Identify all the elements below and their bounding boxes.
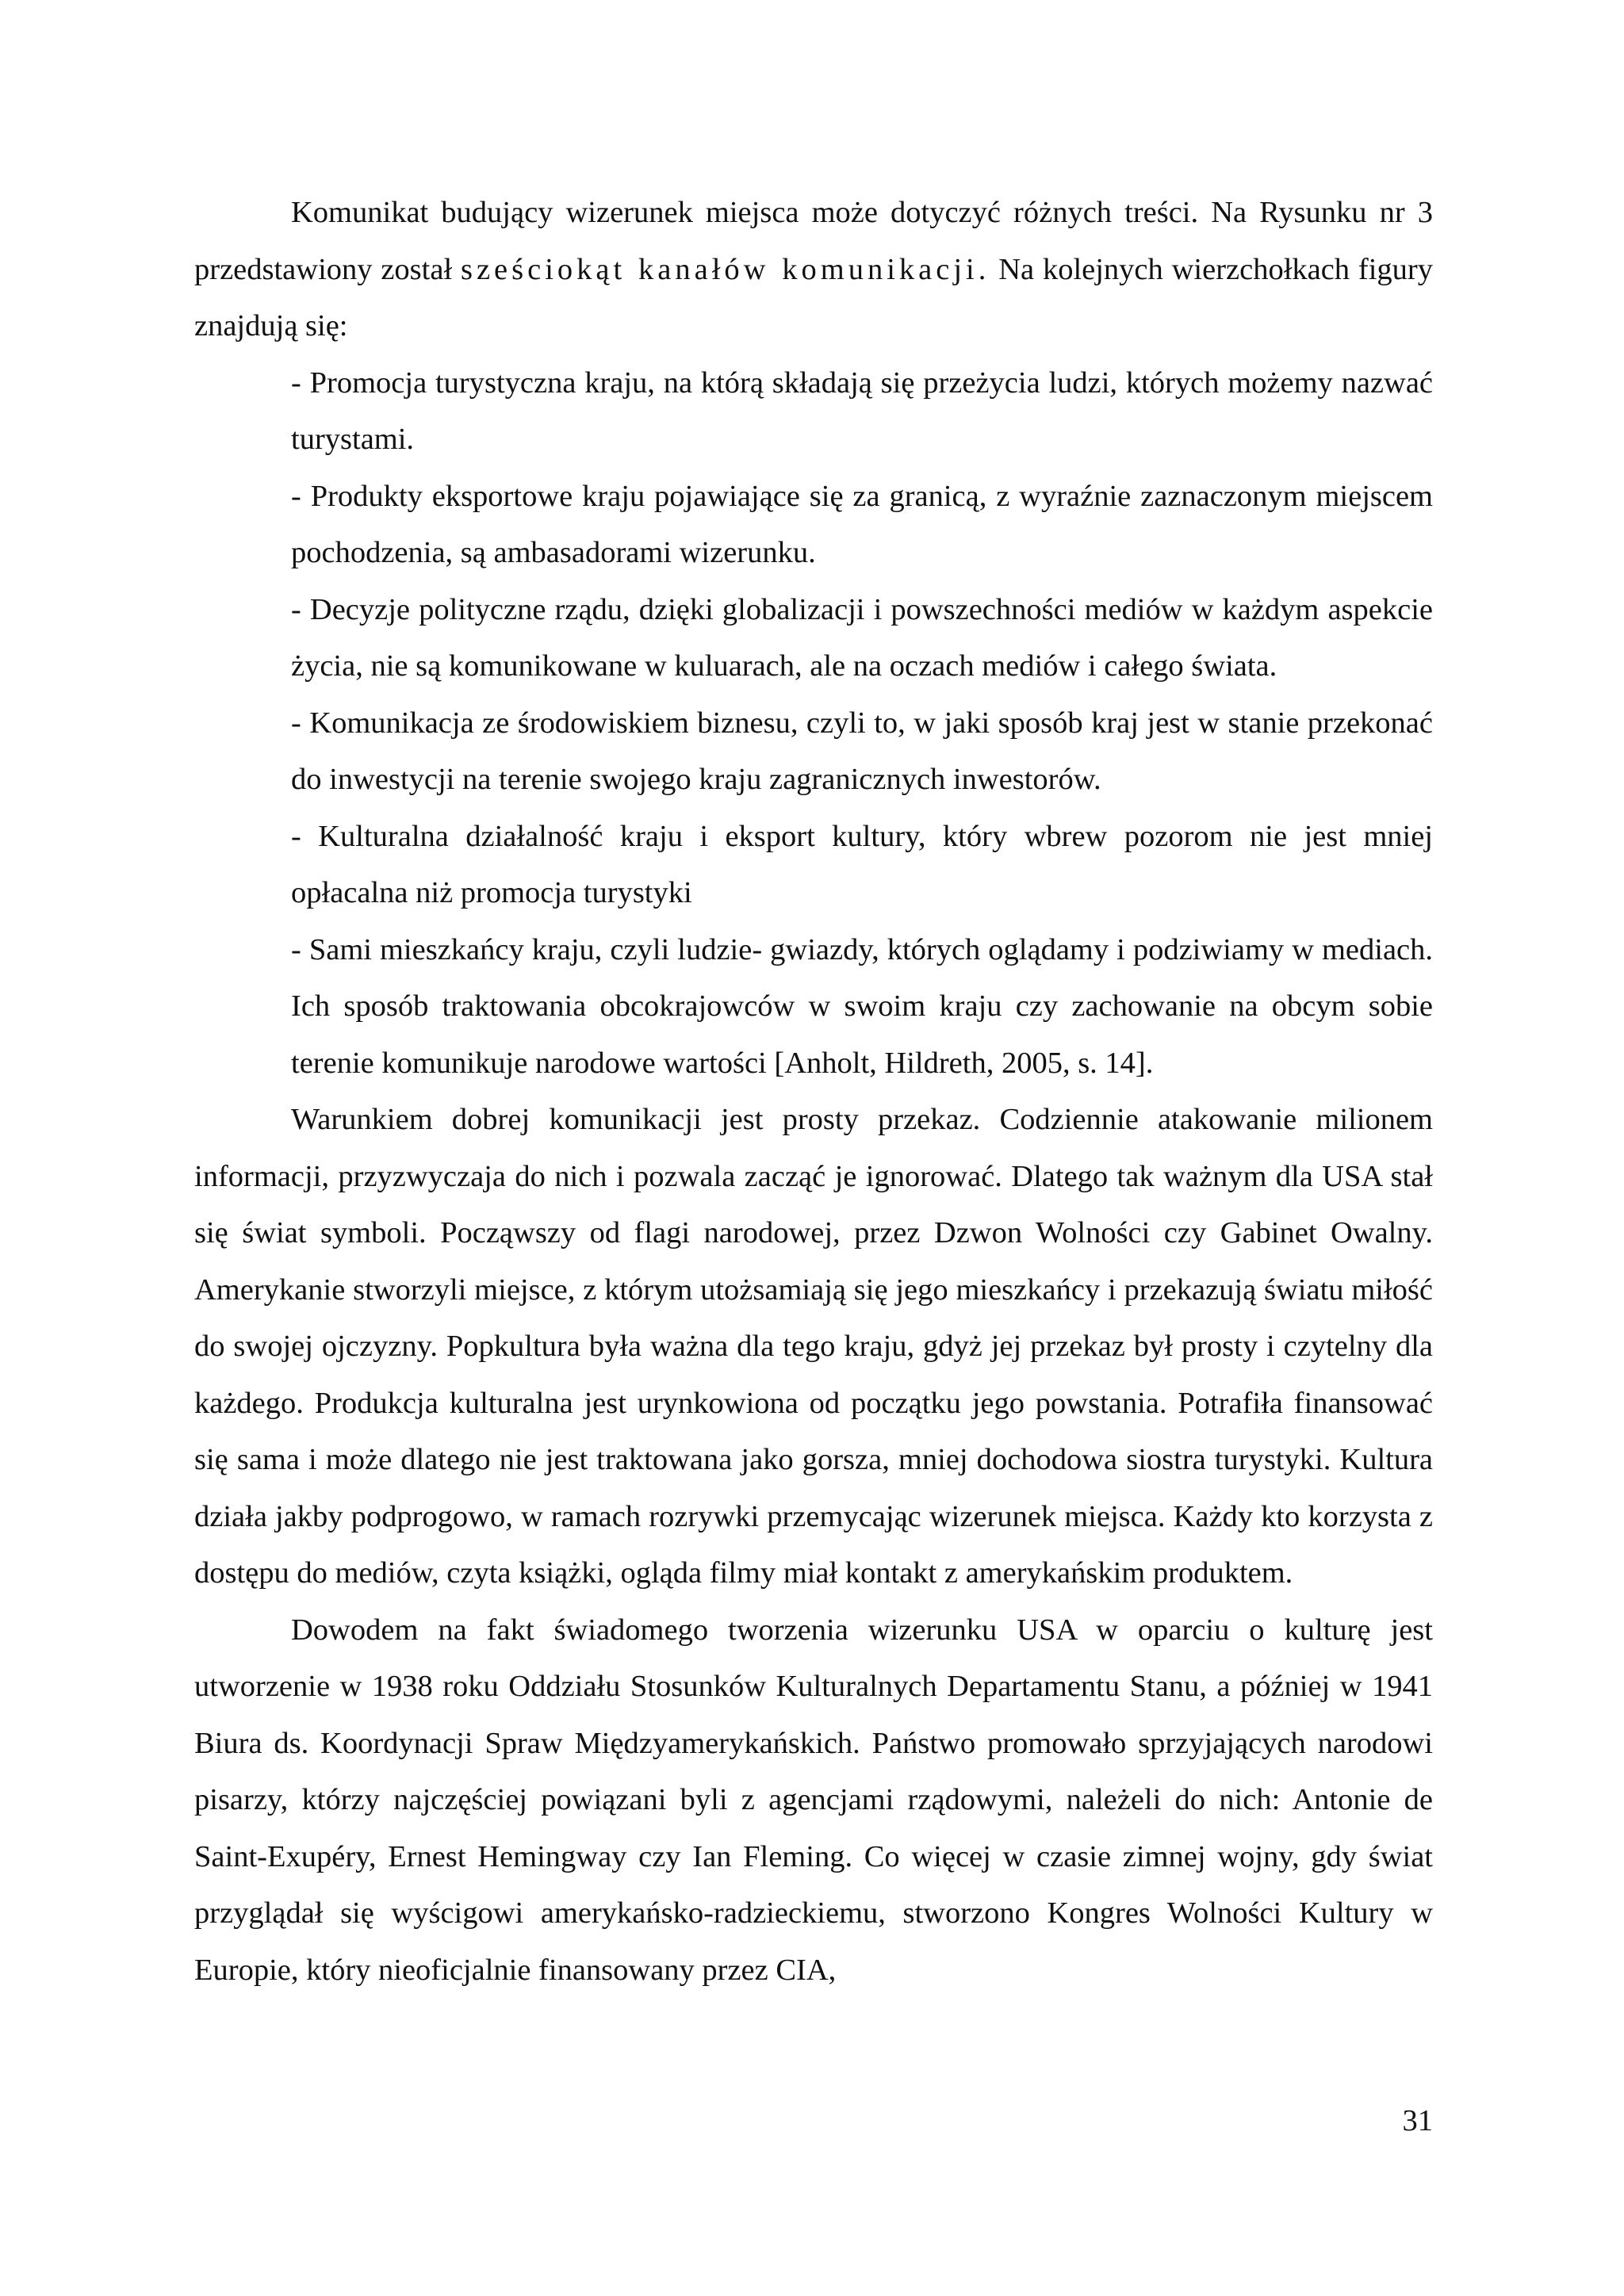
page-body [194,185,1433,1999]
list-item: - Komunikacja ze środowiskiem biznesu, czyli to, w jaki sposób kraj jest w stanie przekonać do inwestycji na terenie swojego kraju zagranicznych inwestorów. [291,706,1433,796]
list-item: - Sami mieszkańcy kraju, czyli ludzie- gwiazdy, których oglądamy i podziwiamy w mediach. Ich sposób traktowania obcokrajowców w swoim kraju czy zachowanie na obcym sobie terenie komunikuje narodowe wartości [Anholt, Hildreth, 2005, s. 14]. [291,932,1433,1080]
list-item: - Produkty eksportowe kraju pojawiające się za granicą, z wyraźnie zaznaczonym miejscem pochodzenia, są ambasadorami wizerunku. [291,479,1433,569]
list-item: - Decyzje polityczne rządu, dzięki globalizacji i powszechności mediów w każdym aspekcie życia, nie są komunikowane w kuluarach, ale na oczach mediów i całego świata. [291,592,1433,683]
paragraph-intro-tail: Na kolejnych wierzchołkach figury znajdują się: [194,252,1433,342]
paragraph-intro [194,185,1433,355]
paragraph-communication: Warunkiem dobrej komunikacji jest prosty przekaz. Codziennie atakowanie milionem informacji, przyzwyczaja do nich i pozwala zacząć je ignorować. Dlatego tak ważnym dla USA stał się świat symboli. Począwszy od flagi narodowej, przez Dzwon Wolności czy Gabinet Owalny. Amerykanie stworzyli miejsce, z którym utożsamiają się jego mieszkańcy i przekazują światu miłość do swojej ojczyzny. Popkultura była ważna dla tego kraju, gdyż jej przekaz był prosty i czytelny dla każdego. Produkcja kulturalna jest urynkowiona od początku jego powstania. Potrafiła finansować się sama i może dlatego nie jest traktowana jako gorsza, mniej dochodowa siostra turystyki. Kultura działa jakby podprogowo, w ramach rozrywki przemycając wizerunek miejsca. Każdy kto korzysta z dostępu do mediów, czyta książki, ogląda filmy miał kontakt z amerykańskim produktem. [194,1103,1433,1590]
page-number: 31 [1402,2104,1433,2137]
list-item: - Promocja turystyczna kraju, na którą składają się przeżycia ludzi, których możemy nazwać turystami. [291,365,1433,456]
list-item: - Kulturalna działalność kraju i eksport kultury, który wbrew pozorom nie jest mniej opłacalna niż promocja turystyki [291,819,1433,909]
paragraph-intro-text: Komunikat budujący wizerunek miejsca może dotyczyć różnych treści. Na Rysunku nr 3 przedstawiony został [194,196,1433,286]
channel-list [194,355,1433,1093]
emphasized-phrase: sześciokąt kanałów komunikacji. [460,252,990,286]
paragraph-evidence: Dowodem na fakt świadomego tworzenia wizerunku USA w oparciu o kulturę jest utworzenie w 1938 roku Oddziału Stosunków Kulturalnych Departamentu Stanu, a później w 1941 Biura ds. Koordynacji Spraw Międzyamerykańskich. Państwo promowało sprzyjających narodowi pisarzy, którzy najczęściej powiązani byli z agencjami rządowymi, należeli do nich: Antonie de Saint-Exupéry, Ernest Hemingway czy Ian Fleming. Co więcej w czasie zimnej wojny, gdy świat przyglądał się wyścigowi amerykańsko-radzieckiemu, stworzono Kongres Wolności Kultury w Europie, który nieoficjalnie finansowany przez CIA, [194,1613,1433,1987]
